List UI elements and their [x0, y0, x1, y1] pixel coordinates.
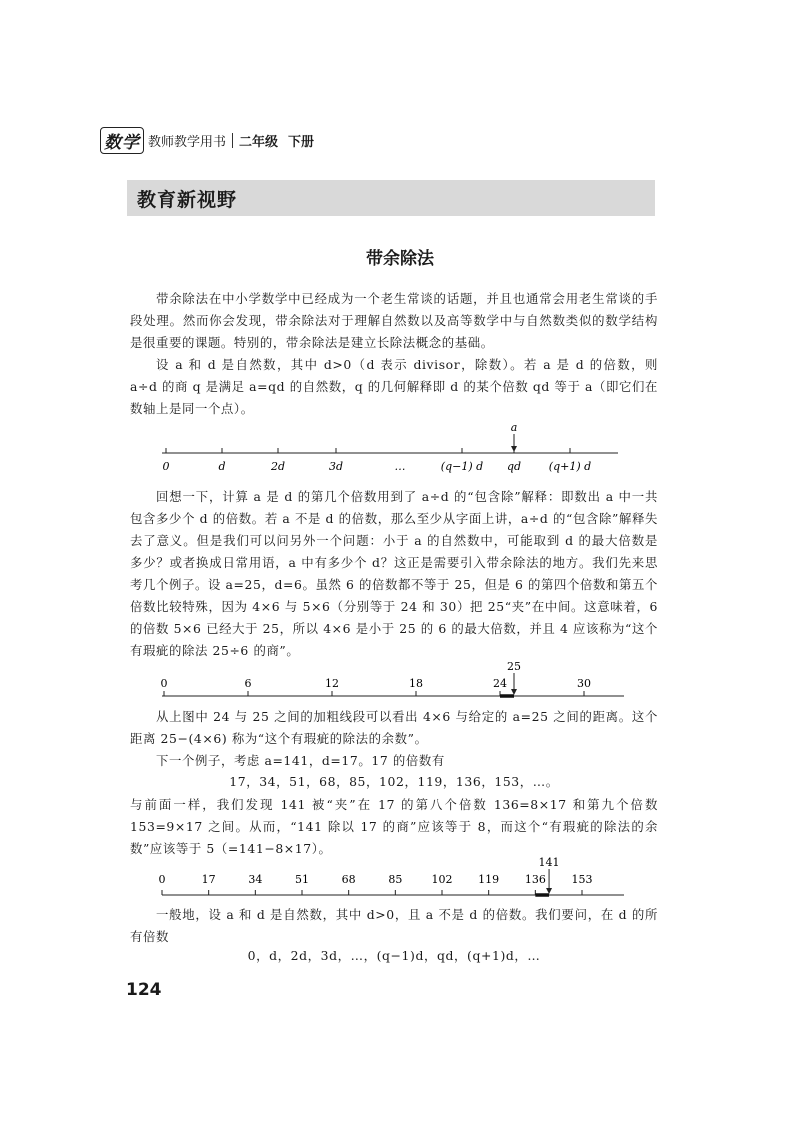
tick-label: 119: [478, 873, 500, 886]
tick-label: …: [394, 460, 406, 473]
tick-label: 34: [248, 873, 263, 886]
marker-arrowhead: [511, 446, 517, 452]
tick-label: 30: [577, 677, 591, 690]
tick-label: (q−1) d: [440, 460, 484, 473]
tick-label: 12: [325, 677, 339, 690]
tick-label: 102: [431, 873, 453, 886]
multiples-general: 0，d，2d，3d，…，(q−1)d，qd，(q+1)d，…: [247, 948, 541, 963]
grade-label: 二年级: [239, 134, 279, 150]
tick-label: d: [218, 460, 226, 473]
marker-label: 141: [538, 856, 560, 869]
marker-label: 25: [507, 660, 521, 673]
tick-label: 136: [524, 873, 546, 886]
running-header: [100, 128, 314, 152]
paragraph-remainder: 从上图中 24 与 25 之间的加粗线段可以看出 4×6 与给定的 a=25 之间的距离。这个距离 25−(4×6) 称为“这个有瑕疵的除法的余数”。: [130, 709, 658, 746]
volume-label: 下册: [288, 134, 315, 150]
tick-label: 24: [493, 677, 507, 690]
paragraph-sandwich: 与前面一样，我们发现 141 被“夹”在 17 的第八个倍数 136=8×17 和第九个倍数 153=9×17 之间。从而，“141 除以 17 的商”应该等于 8，而这个“有瑕疵的除法的余数”应该等于 5（=141−8×17）。: [130, 797, 658, 856]
section-banner-title: 教育新视野: [137, 189, 238, 211]
tick-label: 153: [571, 873, 593, 886]
tick-label: 6: [244, 677, 252, 690]
section-banner: [127, 180, 655, 216]
multiples-of-17: 17，34，51，68，85，102，119，136，153，…。: [229, 774, 559, 789]
page-title: 带余除法: [366, 249, 434, 269]
page-number: 124: [126, 980, 162, 1000]
header-divider: [232, 133, 233, 148]
tick-label: 0: [158, 873, 166, 886]
tick-label: (q+1) d: [548, 460, 592, 473]
paragraph-definition: 设 a 和 d 是自然数，其中 d>0（d 表示 divisor，除数）。若 a 是 d 的倍数，则 a÷d 的商 q 是满足 a=qd 的自然数，q 的几何解释即 d 的某个倍数 qd 等于 a（即它们在数轴上是同一个点）。: [130, 357, 658, 416]
paragraph-quotative-division: 回想一下，计算 a 是 d 的第几个倍数用到了 a÷d 的“包含除”解释：即数出 a 中一共包含多少个 d 的倍数。若 a 不是 d 的倍数，那么至少从字面上讲，a÷d 的“包含除”解释失去了意义。但是我们可以问另外一个问题：小于 a 的自然数中，可能取到 d 的最大倍数是多少？或者换成日常用语，a 中有多少个 d？这正是需要引入带余除法的地方。我们先来思考几个例子。设 a=25，d=6。虽然 6 的倍数都不等于 25，但是 6 的第四个倍数和第五个倍数比较特殊，因为 4×6 与 5×6（分别等于 24 和 30）把 25“夹”在中间。这意味着，6 的倍数 5×6 已经大于 25，所以 4×6 是小于 25 的 6 的最大倍数，并且 4 应该称为“这个有瑕疵的除法 25÷6 的商”。: [130, 489, 658, 658]
marker-arrowhead: [546, 888, 552, 894]
tick-label: qd: [506, 460, 522, 473]
number-line-sixes: [150, 660, 630, 708]
paragraph-intro: 带余除法在中小学数学中已经成为一个老生常谈的话题，并且也通常会用老生常谈的手段处理。然而你会发现，带余除法对于理解自然数以及高等数学中与自然数类似的数学结构是很重要的课题。特别的，带余除法是建立长除法概念的基础。: [130, 291, 658, 350]
subject-logo: 数学: [100, 127, 144, 154]
tick-label: 17: [201, 873, 216, 886]
paragraph-general: 一般地，设 a 和 d 是自然数，其中 d>0，且 a 不是 d 的倍数。我们要问，在 d 的所有倍数: [130, 907, 658, 944]
marker-label: a: [510, 421, 518, 434]
number-line-multiples: [150, 420, 630, 480]
tick-label: 0: [162, 460, 170, 473]
marker-arrowhead: [511, 689, 517, 695]
paragraph-example-two: 下一个例子，考虑 a=141，d=17。17 的倍数有: [156, 753, 445, 768]
tick-label: 18: [409, 677, 423, 690]
tick-label: 68: [341, 873, 356, 886]
tick-label: 3d: [328, 460, 344, 473]
tick-label: 2d: [270, 460, 286, 473]
tick-label: 85: [388, 873, 403, 886]
book-title: 教师教学用书: [148, 134, 227, 150]
tick-label: 0: [160, 677, 168, 690]
tick-label: 51: [295, 873, 309, 886]
number-line-seventeens: [150, 855, 630, 903]
